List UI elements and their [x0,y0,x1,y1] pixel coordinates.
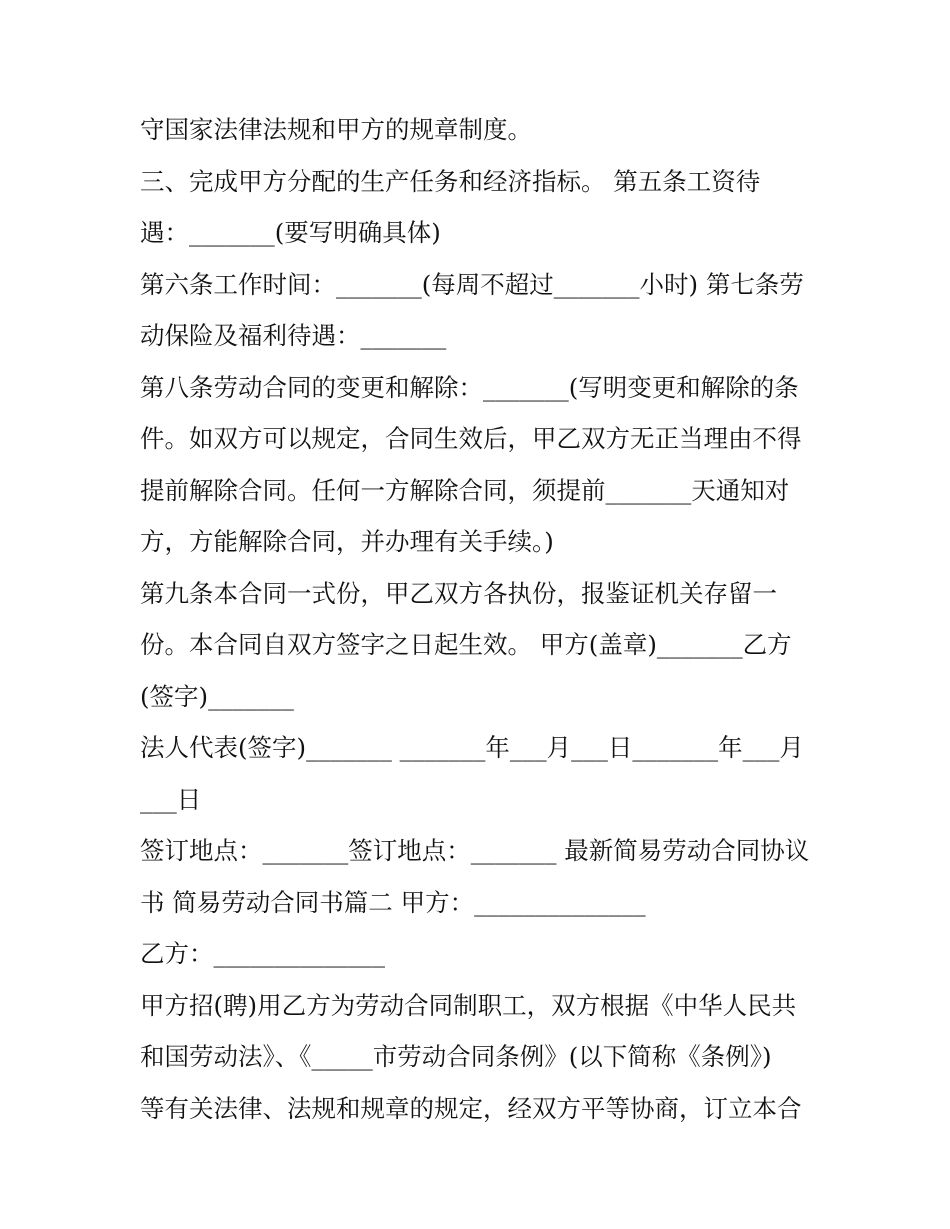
text-line: (签字)_______ [140,681,294,711]
text-line: 份。本合同自双方签字之日起生效。 甲方(盖章)_______乙方 [140,630,792,659]
text-line: 第八条劳动合同的变更和解除：_______(写明变更和解除的条 [140,372,799,402]
text-line: 等有关法律、法规和规章的规定，经双方平等协商，订立本合 [140,1093,802,1123]
text-line: 签订地点：_______签订地点：_______ 最新简易劳动合同协议 [140,836,810,865]
text-line: 法人代表(签字)_______ _______年___月___日_______年___月 [140,733,804,762]
text-line: 遇：_______(要写明确具体) [140,218,441,247]
text-line: 件。如双方可以规定，合同生效后，甲乙双方无正当理由不得 [140,424,802,453]
text-line: 乙方：______________ [140,939,385,968]
text-line: 三、完成甲方分配的生产任务和经济指标。 第五条工资待 [140,166,761,196]
contract-body-text [140,104,820,1134]
text-line: 第六条工作时间：_______(每周不超过_______小时) 第七条劳 [140,269,804,299]
text-line: 第九条本合同一式份，甲乙双方各执份，报鉴证机关存留一 [140,578,777,608]
text-line: 动保险及福利待遇：_______ [140,321,447,350]
text-line: 和国劳动法》、《_____市劳动合同条例》(以下简称《条例》) [140,1042,772,1071]
text-line: 甲方招(聘)用乙方为劳动合同制职工，双方根据《中华人民共 [140,990,797,1020]
text-line: 提前解除合同。任何一方解除合同，须提前_______天通知对 [140,475,790,505]
text-line: 方，方能解除合同，并办理有关手续。) [140,527,554,556]
text-line: ___日 [140,784,202,814]
text-line: 书 简易劳动合同书篇二 甲方：______________ [140,887,646,917]
text-line: 守国家法律法规和甲方的规章制度。 [140,115,532,144]
